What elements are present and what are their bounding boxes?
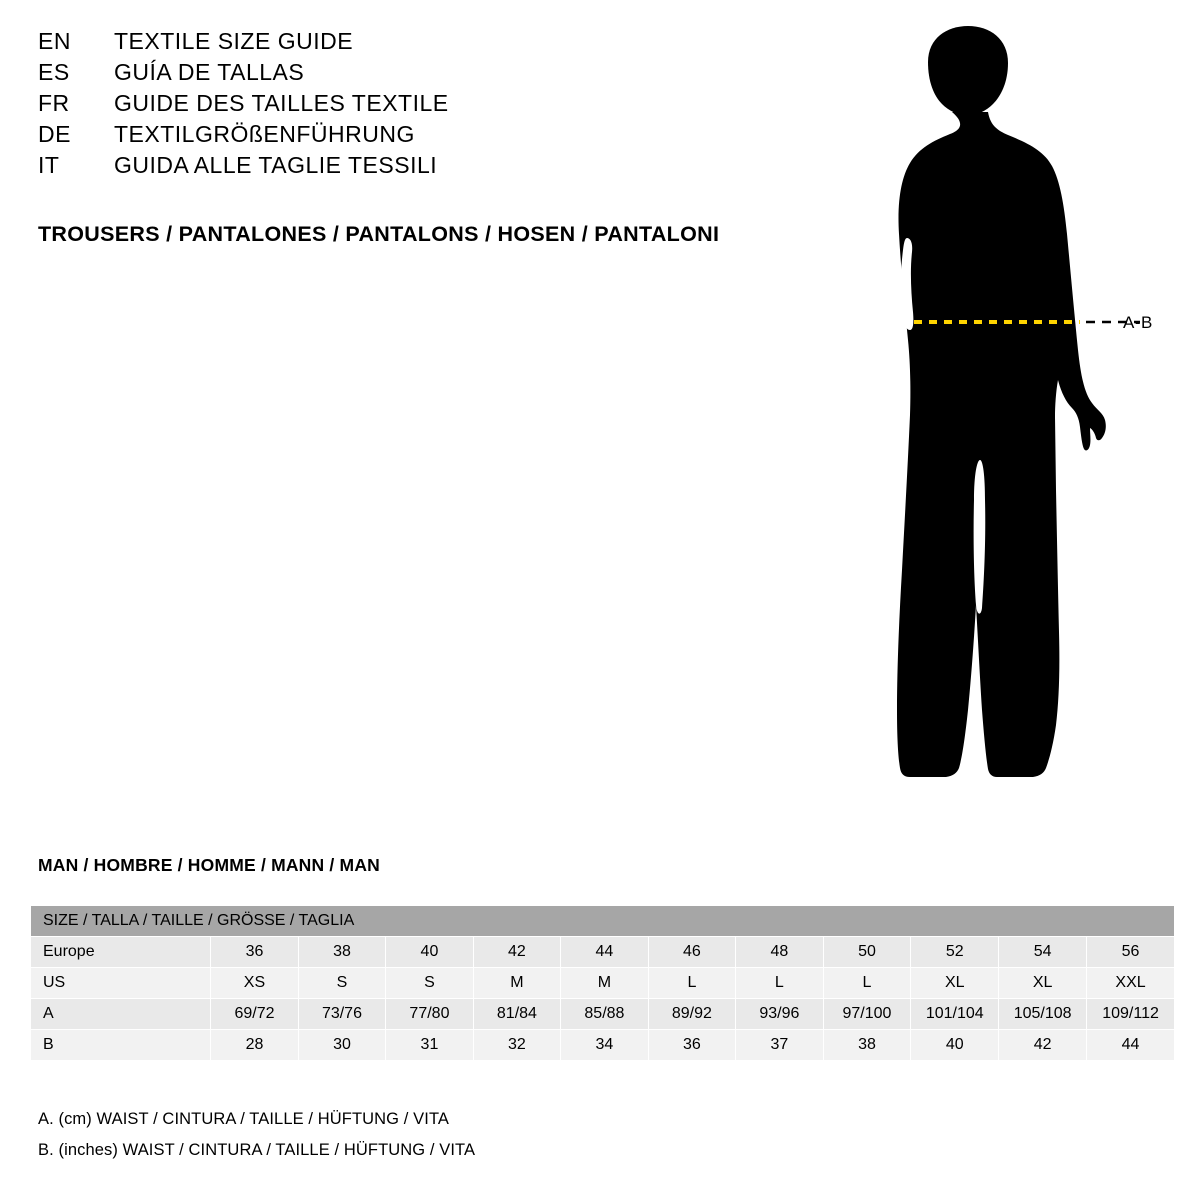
table-cell: S bbox=[298, 968, 385, 999]
table-header-row bbox=[31, 906, 1175, 937]
table-cell: 28 bbox=[211, 1030, 298, 1061]
table-cell: 50 bbox=[823, 937, 911, 968]
note-a: A. (cm) WAIST / CINTURA / TAILLE / HÜFTUNG / VITA bbox=[38, 1110, 450, 1128]
table-cell: 38 bbox=[823, 1030, 911, 1061]
table-cell: XL bbox=[999, 968, 1087, 999]
language-text: GUÍA DE TALLAS bbox=[114, 59, 305, 85]
table-cell: 56 bbox=[1087, 937, 1175, 968]
table-cell: XXL bbox=[1087, 968, 1175, 999]
language-code: EN bbox=[38, 28, 71, 54]
table-row bbox=[31, 968, 1175, 999]
table-cell: L bbox=[823, 968, 911, 999]
measure-label-ab: A-B bbox=[1123, 313, 1153, 332]
table-cell: 37 bbox=[736, 1030, 823, 1061]
table-cell: 85/88 bbox=[561, 999, 648, 1030]
table-cell: 52 bbox=[911, 937, 999, 968]
table-cell: 40 bbox=[911, 1030, 999, 1061]
row-label: B bbox=[31, 1030, 211, 1061]
language-code: IT bbox=[38, 152, 60, 178]
table-cell: 32 bbox=[473, 1030, 560, 1061]
table-cell: 38 bbox=[298, 937, 385, 968]
measurement-notes bbox=[38, 1110, 475, 1172]
table-cell: XL bbox=[911, 968, 999, 999]
table-row bbox=[31, 937, 1175, 968]
table-cell: 40 bbox=[386, 937, 473, 968]
row-label: US bbox=[31, 968, 211, 999]
language-row bbox=[38, 59, 798, 90]
note-b: B. (inches) WAIST / CINTURA / TAILLE / HÜFTUNG / VITA bbox=[38, 1141, 476, 1159]
language-code: FR bbox=[38, 90, 70, 116]
table-cell: 36 bbox=[211, 937, 298, 968]
table-cell: 73/76 bbox=[298, 999, 385, 1030]
language-text: GUIDA ALLE TAGLIE TESSILI bbox=[114, 152, 438, 178]
table-cell: 54 bbox=[999, 937, 1087, 968]
language-code: ES bbox=[38, 59, 70, 85]
table-cell: 48 bbox=[736, 937, 823, 968]
table-cell: 36 bbox=[648, 1030, 735, 1061]
male-silhouette-figure bbox=[800, 20, 1200, 810]
language-row bbox=[38, 28, 798, 59]
table-cell: 93/96 bbox=[736, 999, 823, 1030]
table-cell: 42 bbox=[473, 937, 560, 968]
table-cell: 31 bbox=[386, 1030, 473, 1061]
table-cell: 81/84 bbox=[473, 999, 560, 1030]
table-cell: 30 bbox=[298, 1030, 385, 1061]
table-cell: 101/104 bbox=[911, 999, 999, 1030]
table-cell: 34 bbox=[561, 1030, 648, 1061]
table-header-label: SIZE / TALLA / TAILLE / GRÖSSE / TAGLIA bbox=[31, 906, 1175, 937]
table-cell: XS bbox=[211, 968, 298, 999]
garment-type-title: TROUSERS / PANTALONES / PANTALONS / HOSEN / PANTALONI bbox=[38, 222, 720, 246]
language-text: TEXTILGRÖßENFÜHRUNG bbox=[114, 121, 415, 147]
table-cell: 42 bbox=[999, 1030, 1087, 1061]
language-code: DE bbox=[38, 121, 71, 147]
language-text: GUIDE DES TAILLES TEXTILE bbox=[114, 90, 449, 116]
table-cell: 44 bbox=[561, 937, 648, 968]
language-title-block bbox=[38, 28, 798, 183]
gender-section-title: MAN / HOMBRE / HOMME / MANN / MAN bbox=[38, 855, 380, 875]
table-cell: 105/108 bbox=[999, 999, 1087, 1030]
row-label: Europe bbox=[31, 937, 211, 968]
row-label: A bbox=[31, 999, 211, 1030]
table-row bbox=[31, 999, 1175, 1030]
table-cell: L bbox=[736, 968, 823, 999]
language-row bbox=[38, 121, 798, 152]
table-cell: M bbox=[473, 968, 560, 999]
table-cell: 46 bbox=[648, 937, 735, 968]
size-chart-table bbox=[30, 905, 1175, 1061]
table-cell: 97/100 bbox=[823, 999, 911, 1030]
language-text: TEXTILE SIZE GUIDE bbox=[114, 28, 354, 54]
table-cell: 89/92 bbox=[648, 999, 735, 1030]
silhouette-body bbox=[897, 112, 1106, 777]
silhouette-hand-notch bbox=[886, 316, 901, 371]
table-cell: 69/72 bbox=[211, 999, 298, 1030]
language-row bbox=[38, 90, 798, 121]
table-cell: 44 bbox=[1087, 1030, 1175, 1061]
silhouette-head bbox=[928, 26, 1008, 115]
table-cell: S bbox=[386, 968, 473, 999]
table-row bbox=[31, 1030, 1175, 1061]
language-row bbox=[38, 152, 798, 183]
table-cell: L bbox=[648, 968, 735, 999]
table-cell: 109/112 bbox=[1087, 999, 1175, 1030]
table-cell: 77/80 bbox=[386, 999, 473, 1030]
table-cell: M bbox=[561, 968, 648, 999]
